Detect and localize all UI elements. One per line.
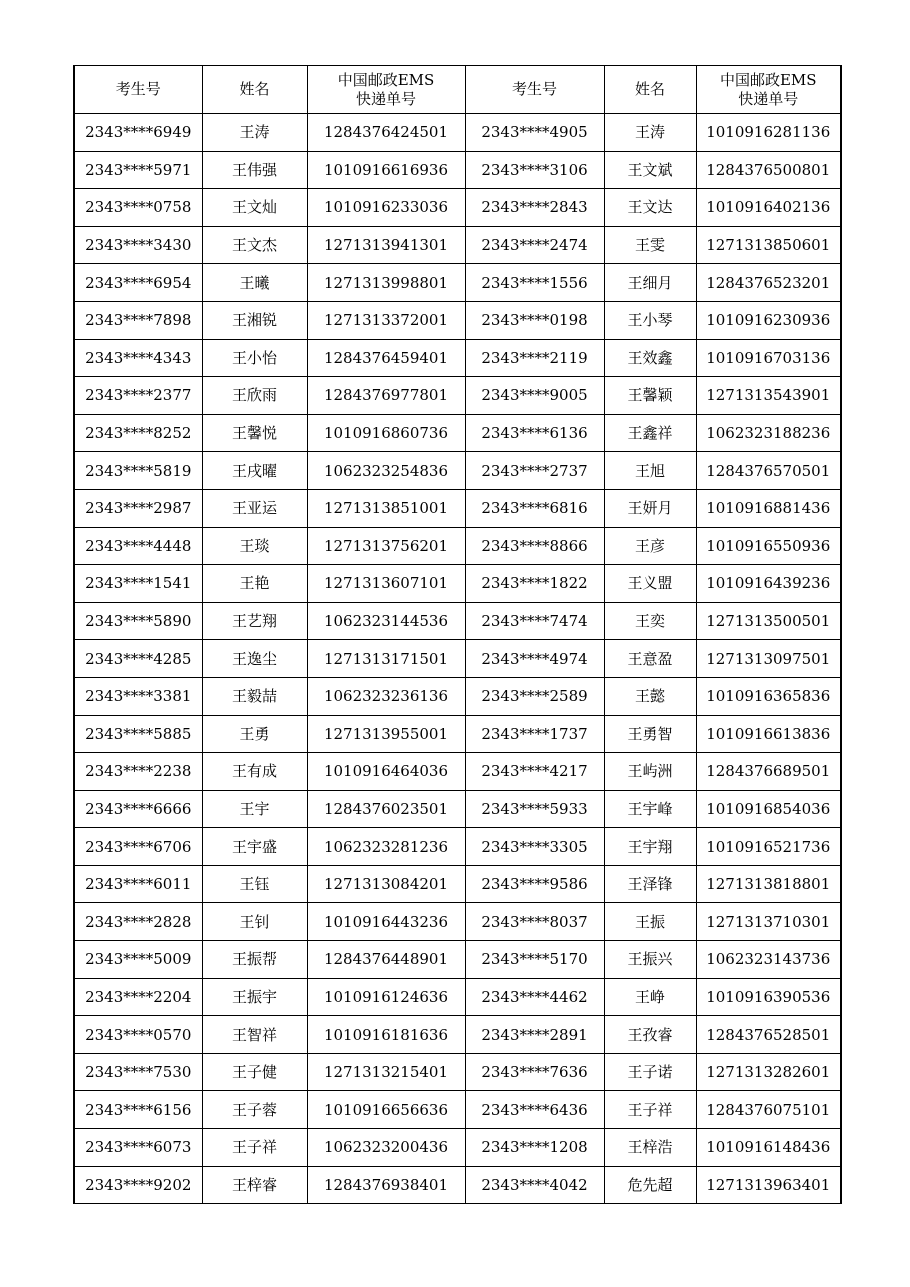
ems-number-left: 1010916443236	[307, 903, 465, 941]
candidate-id-left: 2343****6954	[74, 264, 202, 302]
ems-number-left: 1010916233036	[307, 189, 465, 227]
table-row	[74, 452, 841, 490]
candidate-name-left: 王有成	[202, 753, 307, 791]
candidate-id-left: 2343****6011	[74, 865, 202, 903]
candidate-name-left: 王曦	[202, 264, 307, 302]
table-body	[74, 114, 841, 1204]
candidate-name-right: 王奕	[604, 602, 696, 640]
candidate-name-right: 王振兴	[604, 941, 696, 979]
table-row	[74, 264, 841, 302]
ems-number-right: 1010916230936	[696, 301, 841, 339]
table-row	[74, 677, 841, 715]
ems-number-left: 1010916860736	[307, 414, 465, 452]
ems-number-right: 1271313710301	[696, 903, 841, 941]
ems-number-right: 1010916281136	[696, 114, 841, 152]
ems-number-left: 1010916616936	[307, 151, 465, 189]
table-row	[74, 1016, 841, 1054]
ems-number-right: 1010916365836	[696, 677, 841, 715]
table-row	[74, 715, 841, 753]
header-candidate-id-left: 考生号	[74, 66, 202, 114]
candidate-id-left: 2343****6949	[74, 114, 202, 152]
table-row	[74, 828, 841, 866]
candidate-name-left: 王文灿	[202, 189, 307, 227]
candidate-id-left: 2343****0758	[74, 189, 202, 227]
candidate-name-right: 王义盟	[604, 565, 696, 603]
table-row	[74, 565, 841, 603]
ems-number-right: 1010916439236	[696, 565, 841, 603]
candidate-id-right: 2343****7636	[465, 1053, 604, 1091]
ems-number-right: 1271313963401	[696, 1166, 841, 1204]
table-row	[74, 1091, 841, 1129]
ems-number-left: 1284376938401	[307, 1166, 465, 1204]
candidate-id-right: 2343****1556	[465, 264, 604, 302]
candidate-name-right: 王峥	[604, 978, 696, 1016]
candidate-id-left: 2343****1541	[74, 565, 202, 603]
candidate-id-left: 2343****2238	[74, 753, 202, 791]
ems-number-right: 1284376689501	[696, 753, 841, 791]
table-row	[74, 1053, 841, 1091]
ems-number-right: 1271313500501	[696, 602, 841, 640]
candidate-name-left: 王馨悦	[202, 414, 307, 452]
candidate-name-right: 王彦	[604, 527, 696, 565]
ems-number-right: 1010916521736	[696, 828, 841, 866]
ems-tracking-table	[73, 65, 842, 1204]
candidate-id-right: 2343****3305	[465, 828, 604, 866]
candidate-name-right: 王细月	[604, 264, 696, 302]
ems-number-right: 1010916703136	[696, 339, 841, 377]
candidate-name-right: 王馨颖	[604, 377, 696, 415]
header-candidate-id-right: 考生号	[465, 66, 604, 114]
candidate-id-right: 2343****9586	[465, 865, 604, 903]
table-row	[74, 489, 841, 527]
candidate-id-left: 2343****0570	[74, 1016, 202, 1054]
ems-number-left: 1010916181636	[307, 1016, 465, 1054]
candidate-name-left: 王钰	[202, 865, 307, 903]
candidate-name-right: 王宇峰	[604, 790, 696, 828]
candidate-name-left: 王欣雨	[202, 377, 307, 415]
ems-number-right: 1284376075101	[696, 1091, 841, 1129]
header-ems-line2: 快递单号	[738, 89, 799, 108]
candidate-name-left: 王艳	[202, 565, 307, 603]
candidate-name-right: 危先超	[604, 1166, 696, 1204]
candidate-id-right: 2343****4905	[465, 114, 604, 152]
candidate-id-left: 2343****2828	[74, 903, 202, 941]
candidate-id-right: 2343****2589	[465, 677, 604, 715]
table-row	[74, 903, 841, 941]
candidate-name-right: 王宇翔	[604, 828, 696, 866]
candidate-id-left: 2343****7898	[74, 301, 202, 339]
ems-number-left: 1271313607101	[307, 565, 465, 603]
ems-number-left: 1062323200436	[307, 1129, 465, 1167]
candidate-name-right: 王旭	[604, 452, 696, 490]
ems-number-left: 1284376424501	[307, 114, 465, 152]
ems-number-left: 1062323144536	[307, 602, 465, 640]
candidate-name-right: 王意盈	[604, 640, 696, 678]
candidate-id-right: 2343****2843	[465, 189, 604, 227]
ems-number-left: 1062323254836	[307, 452, 465, 490]
candidate-id-right: 2343****6816	[465, 489, 604, 527]
candidate-name-left: 王智祥	[202, 1016, 307, 1054]
header-ems-left	[307, 66, 465, 114]
candidate-name-right: 王子祥	[604, 1091, 696, 1129]
ems-number-right: 1271313543901	[696, 377, 841, 415]
header-ems-line1: 中国邮政EMS	[337, 70, 435, 89]
candidate-id-left: 2343****6706	[74, 828, 202, 866]
candidate-name-right: 王雯	[604, 226, 696, 264]
candidate-name-left: 王毅喆	[202, 677, 307, 715]
candidate-id-left: 2343****6156	[74, 1091, 202, 1129]
ems-number-left: 1284376977801	[307, 377, 465, 415]
ems-number-right: 1062323143736	[696, 941, 841, 979]
header-row	[74, 66, 841, 114]
table-row	[74, 640, 841, 678]
table-row	[74, 114, 841, 152]
candidate-id-left: 2343****6073	[74, 1129, 202, 1167]
candidate-name-left: 王宇	[202, 790, 307, 828]
candidate-id-left: 2343****2987	[74, 489, 202, 527]
candidate-id-right: 2343****1208	[465, 1129, 604, 1167]
header-ems-line1: 中国邮政EMS	[719, 70, 817, 89]
candidate-id-left: 2343****9202	[74, 1166, 202, 1204]
ems-number-left: 1010916464036	[307, 753, 465, 791]
candidate-id-right: 2343****2119	[465, 339, 604, 377]
candidate-name-right: 王懿	[604, 677, 696, 715]
ems-number-right: 1010916390536	[696, 978, 841, 1016]
candidate-name-right: 王勇智	[604, 715, 696, 753]
candidate-name-left: 王振帮	[202, 941, 307, 979]
candidate-name-right: 王泽锋	[604, 865, 696, 903]
table-row	[74, 414, 841, 452]
candidate-id-right: 2343****5933	[465, 790, 604, 828]
ems-number-left: 1271313851001	[307, 489, 465, 527]
ems-number-right: 1284376570501	[696, 452, 841, 490]
candidate-name-right: 王文斌	[604, 151, 696, 189]
ems-number-left: 1271313171501	[307, 640, 465, 678]
candidate-id-right: 2343****6136	[465, 414, 604, 452]
table-row	[74, 753, 841, 791]
candidate-id-right: 2343****3106	[465, 151, 604, 189]
candidate-name-left: 王文杰	[202, 226, 307, 264]
candidate-id-right: 2343****1822	[465, 565, 604, 603]
candidate-id-left: 2343****5885	[74, 715, 202, 753]
candidate-id-right: 2343****8866	[465, 527, 604, 565]
candidate-name-left: 王小怡	[202, 339, 307, 377]
ems-number-right: 1010916148436	[696, 1129, 841, 1167]
candidate-id-right: 2343****4462	[465, 978, 604, 1016]
candidate-name-left: 王宇盛	[202, 828, 307, 866]
candidate-name-left: 王振宇	[202, 978, 307, 1016]
candidate-id-right: 2343****9005	[465, 377, 604, 415]
header-ems-line2: 快递单号	[355, 89, 416, 108]
ems-number-left: 1271313998801	[307, 264, 465, 302]
candidate-name-left: 王亚运	[202, 489, 307, 527]
ems-number-right: 1271313850601	[696, 226, 841, 264]
ems-number-right: 1010916854036	[696, 790, 841, 828]
ems-number-right: 1271313282601	[696, 1053, 841, 1091]
table-row	[74, 1129, 841, 1167]
candidate-id-left: 2343****4285	[74, 640, 202, 678]
candidate-id-left: 2343****2204	[74, 978, 202, 1016]
ems-number-right: 1010916402136	[696, 189, 841, 227]
candidate-id-right: 2343****4042	[465, 1166, 604, 1204]
candidate-id-left: 2343****5009	[74, 941, 202, 979]
candidate-id-right: 2343****1737	[465, 715, 604, 753]
candidate-name-right: 王振	[604, 903, 696, 941]
table-row	[74, 226, 841, 264]
candidate-name-left: 王戌曜	[202, 452, 307, 490]
candidate-name-right: 王孜睿	[604, 1016, 696, 1054]
ems-number-left: 1271313955001	[307, 715, 465, 753]
candidate-id-right: 2343****6436	[465, 1091, 604, 1129]
ems-number-left: 1010916124636	[307, 978, 465, 1016]
table-row	[74, 865, 841, 903]
ems-number-right: 1271313097501	[696, 640, 841, 678]
candidate-name-right: 王涛	[604, 114, 696, 152]
candidate-name-left: 王琰	[202, 527, 307, 565]
candidate-name-right: 王妍月	[604, 489, 696, 527]
ems-number-right: 1010916613836	[696, 715, 841, 753]
candidate-id-left: 2343****6666	[74, 790, 202, 828]
candidate-id-left: 2343****5890	[74, 602, 202, 640]
candidate-id-right: 2343****5170	[465, 941, 604, 979]
table-header	[74, 66, 841, 114]
candidate-name-left: 王湘锐	[202, 301, 307, 339]
candidate-name-right: 王梓浩	[604, 1129, 696, 1167]
ems-number-left: 1271313941301	[307, 226, 465, 264]
candidate-name-right: 王小琴	[604, 301, 696, 339]
candidate-name-left: 王子祥	[202, 1129, 307, 1167]
table-row	[74, 189, 841, 227]
ems-number-right: 1010916550936	[696, 527, 841, 565]
table-row	[74, 301, 841, 339]
candidate-name-right: 王鑫祥	[604, 414, 696, 452]
candidate-name-left: 王逸尘	[202, 640, 307, 678]
candidate-name-left: 王子健	[202, 1053, 307, 1091]
candidate-id-left: 2343****8252	[74, 414, 202, 452]
table-row	[74, 602, 841, 640]
candidate-id-right: 2343****2474	[465, 226, 604, 264]
candidate-id-right: 2343****2737	[465, 452, 604, 490]
table-row	[74, 1166, 841, 1204]
ems-number-left: 1062323236136	[307, 677, 465, 715]
header-ems-right	[696, 66, 841, 114]
candidate-id-left: 2343****3430	[74, 226, 202, 264]
candidate-id-right: 2343****8037	[465, 903, 604, 941]
ems-number-left: 1284376459401	[307, 339, 465, 377]
candidate-name-left: 王子蓉	[202, 1091, 307, 1129]
table-row	[74, 790, 841, 828]
candidate-id-right: 2343****0198	[465, 301, 604, 339]
candidate-id-right: 2343****7474	[465, 602, 604, 640]
candidate-id-left: 2343****4448	[74, 527, 202, 565]
candidate-id-right: 2343****4217	[465, 753, 604, 791]
candidate-id-left: 2343****5971	[74, 151, 202, 189]
table-row	[74, 978, 841, 1016]
ems-number-left: 1284376023501	[307, 790, 465, 828]
ems-number-right: 1284376500801	[696, 151, 841, 189]
candidate-name-left: 王伟强	[202, 151, 307, 189]
candidate-name-left: 王艺翔	[202, 602, 307, 640]
table-row	[74, 151, 841, 189]
ems-number-left: 1010916656636	[307, 1091, 465, 1129]
table-row	[74, 339, 841, 377]
candidate-id-left: 2343****7530	[74, 1053, 202, 1091]
candidate-id-left: 2343****5819	[74, 452, 202, 490]
header-name-right: 姓名	[604, 66, 696, 114]
ems-number-left: 1271313372001	[307, 301, 465, 339]
table-row	[74, 527, 841, 565]
ems-number-left: 1062323281236	[307, 828, 465, 866]
table-row	[74, 941, 841, 979]
candidate-name-left: 王涛	[202, 114, 307, 152]
candidate-name-left: 王钊	[202, 903, 307, 941]
candidate-id-left: 2343****4343	[74, 339, 202, 377]
candidate-name-right: 王子诺	[604, 1053, 696, 1091]
ems-number-right: 1062323188236	[696, 414, 841, 452]
candidate-name-right: 王屿洲	[604, 753, 696, 791]
ems-number-left: 1271313084201	[307, 865, 465, 903]
ems-number-left: 1284376448901	[307, 941, 465, 979]
header-name-left: 姓名	[202, 66, 307, 114]
candidate-name-left: 王勇	[202, 715, 307, 753]
candidate-name-right: 王效鑫	[604, 339, 696, 377]
ems-number-right: 1284376523201	[696, 264, 841, 302]
candidate-id-left: 2343****3381	[74, 677, 202, 715]
candidate-name-left: 王梓睿	[202, 1166, 307, 1204]
table-row	[74, 377, 841, 415]
ems-number-right: 1271313818801	[696, 865, 841, 903]
ems-number-left: 1271313215401	[307, 1053, 465, 1091]
candidate-name-right: 王文达	[604, 189, 696, 227]
ems-number-right: 1284376528501	[696, 1016, 841, 1054]
candidate-id-right: 2343****2891	[465, 1016, 604, 1054]
candidate-id-right: 2343****4974	[465, 640, 604, 678]
candidate-id-left: 2343****2377	[74, 377, 202, 415]
ems-number-left: 1271313756201	[307, 527, 465, 565]
ems-number-right: 1010916881436	[696, 489, 841, 527]
